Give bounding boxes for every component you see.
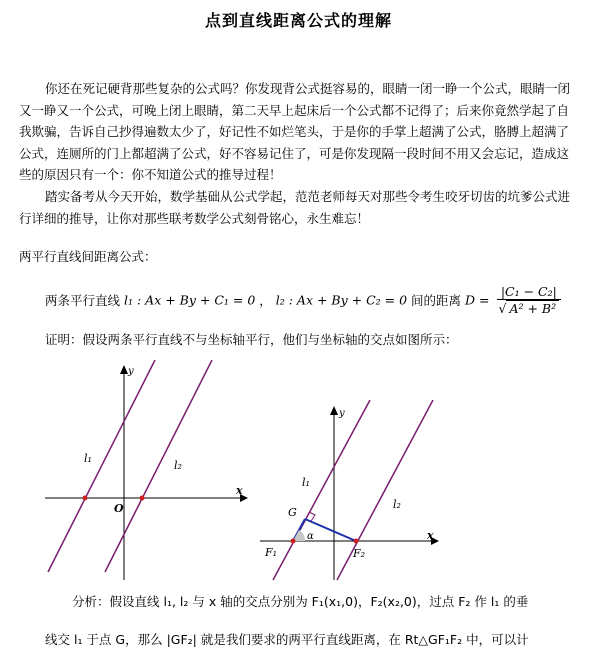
point-f1 — [291, 539, 296, 544]
point-f1-label: F₁ — [265, 546, 278, 559]
page-title: 点到直线距离公式的理解 — [204, 11, 392, 30]
intro-paragraph-1: 你还在死记硬背那些复杂的公式吗？你发现背公式挺容易的，眼睛一闭一睁一个公式，眼睛一闭又一睁又一个公式，可晚上闭上眼睛，第二天早上起床后一个公式都不记得了；后来你竟然学起了自我欺骗，告诉自己抄得遍数太少了，好记性不如烂笔头，于是你的手掌上超满了公式，胳膊上超满了公式，连厕所的门上都超满了公式，好不容易记住了，可是你发现隔一段时间不用又会忘记，造成这些的原因只有一个：你不知道公式的推导过程！ — [19, 81, 571, 182]
l2-label: l₂ — [393, 498, 401, 511]
sqrt-body: A² + B² — [506, 300, 559, 316]
y-axis-label: y — [128, 366, 134, 377]
intersection-point-2 — [140, 496, 145, 501]
formula-numerator: |C₁ − C₂| — [497, 284, 562, 300]
figure-perpendicular-right — [255, 400, 455, 585]
point-f2-label: F₂ — [353, 547, 366, 560]
y-axis-label: y — [339, 408, 345, 419]
x-axis-label: x — [236, 484, 243, 497]
distance-formula — [45, 284, 561, 324]
formula-l2: l₂ : Ax + By + C₂ = 0 — [275, 292, 408, 308]
formula-mid: 间的距离 — [411, 293, 462, 308]
y-axis-arrow — [330, 406, 338, 415]
x-axis-label: x — [427, 529, 434, 542]
intro-paragraph-2: 踏实备考从今天开始，数学基础从公式学起，范范老师每天对那些令考生咬牙切齿的坑爹公式进行详细的推导，让你对那些联考数学公式刻骨铭心，永生难忘！ — [19, 189, 571, 226]
formula-lhs: D = — [465, 292, 490, 308]
point-f2 — [354, 539, 359, 544]
figure-parallel-lines-left — [40, 360, 255, 585]
point-g-label: G — [288, 506, 297, 519]
l1-label: l₁ — [84, 452, 92, 465]
section-heading: 两平行直线间距离公式： — [19, 249, 157, 264]
line-l2 — [105, 360, 212, 572]
formula-prefix: 两条平行直线 — [45, 293, 121, 308]
angle-alpha-label: α — [307, 531, 314, 542]
line-l2 — [337, 400, 433, 580]
l1-label: l₁ — [302, 476, 310, 489]
formula-separator: ， — [259, 293, 272, 308]
formula-denominator — [497, 300, 562, 316]
analysis-line-1: 分析：假设直线 l₁, l₂ 与 x 轴的交点分别为 F₁(x₁,0)，F₂(x₂,0)，过点 F₂ 作 l₁ 的垂 — [72, 594, 529, 609]
line-l1 — [48, 360, 155, 572]
sqrt-sign: √ — [498, 301, 507, 316]
right-angle-mark — [309, 512, 315, 521]
origin-label: O — [114, 502, 124, 515]
proof-text: 证明：假设两条平行直线不与坐标轴平行，他们与坐标轴的交点如图所示： — [45, 332, 458, 347]
y-axis-arrow — [120, 365, 128, 374]
analysis-line-2: 线交 l₁ 于点 G，那么 |GF₂| 就是我们要求的两平行直线距离，在 Rt△GF₁F₂ 中，可以计 — [45, 632, 529, 647]
formula-l1: l₁ : Ax + By + C₁ = 0 — [124, 292, 256, 308]
l2-label: l₂ — [174, 459, 182, 472]
intersection-point-1 — [83, 496, 88, 501]
formula-fraction — [497, 284, 562, 316]
